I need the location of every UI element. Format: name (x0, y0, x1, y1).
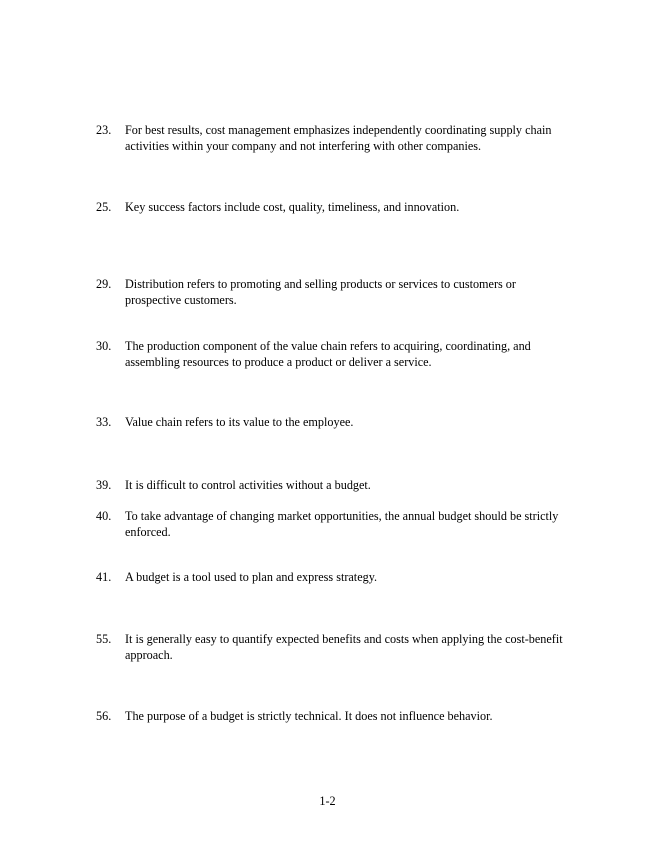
question-item (96, 200, 566, 216)
question-text: It is difficult to control activities without a budget. (125, 478, 371, 492)
question-number: 41. (96, 570, 112, 584)
question-text: The purpose of a budget is strictly technical. It does not influence behavior. (125, 709, 493, 723)
question-item (96, 123, 566, 154)
question-number: 55. (96, 632, 112, 646)
question-item (96, 709, 566, 725)
question-number: 56. (96, 709, 112, 723)
page-number: 1-2 (319, 794, 336, 808)
question-number: 23. (96, 123, 112, 137)
question-number: 25. (96, 200, 112, 214)
question-item (96, 277, 566, 308)
question-number: 40. (96, 509, 112, 523)
question-item (96, 570, 566, 586)
question-number: 39. (96, 478, 112, 492)
question-text: To take advantage of changing market opportunities, the annual budget should be strictly enforced. (125, 509, 559, 539)
question-item (96, 509, 566, 540)
question-text: Key success factors include cost, quality, timeliness, and innovation. (125, 200, 460, 214)
question-text: Value chain refers to its value to the employee. (125, 415, 354, 429)
question-item (96, 415, 566, 431)
question-item (96, 478, 566, 494)
question-text: Distribution refers to promoting and selling products or services to customers or prospective customers. (125, 277, 516, 307)
question-text: For best results, cost management emphasizes independently coordinating supply chain activities within your company and not interfering with other companies. (125, 123, 552, 153)
question-text: It is generally easy to quantify expected benefits and costs when applying the cost-benefit approach. (125, 632, 563, 662)
question-number: 30. (96, 339, 112, 353)
question-number: 33. (96, 415, 112, 429)
question-text: The production component of the value chain refers to acquiring, coordinating, and assembling resources to produce a product or deliver a service. (125, 339, 531, 369)
question-item (96, 632, 566, 663)
question-text: A budget is a tool used to plan and express strategy. (125, 570, 378, 584)
question-number: 29. (96, 277, 112, 291)
question-item (96, 339, 566, 370)
